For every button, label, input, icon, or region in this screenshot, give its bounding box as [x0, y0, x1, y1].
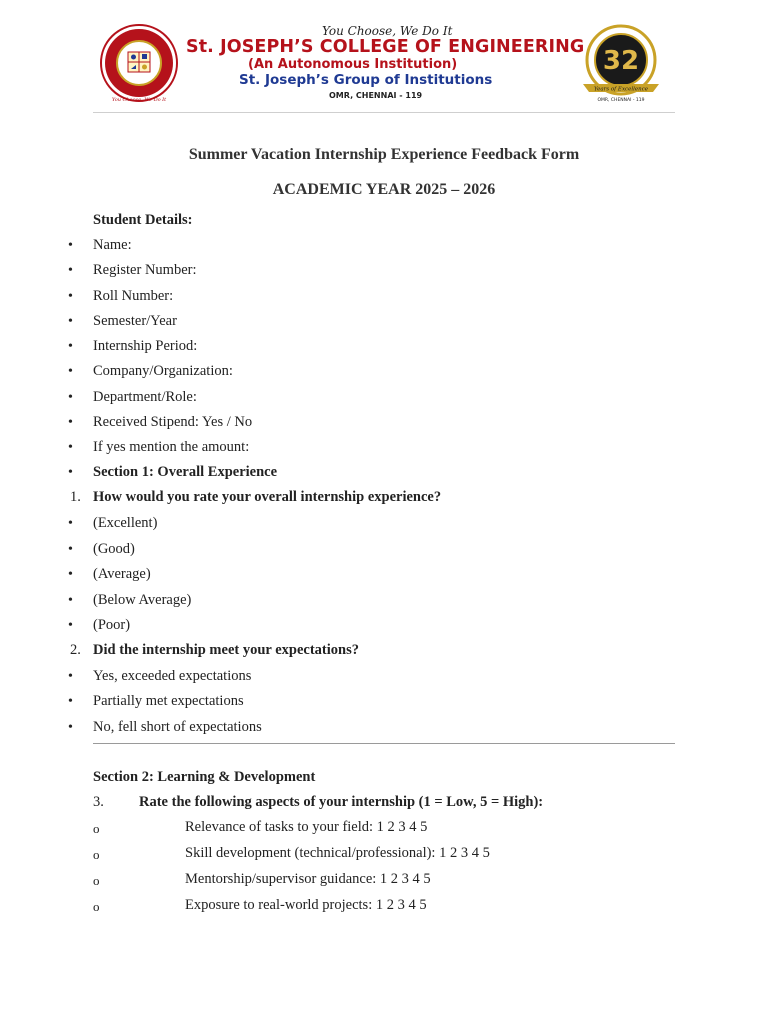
- sub-bullet-marker: o: [93, 899, 100, 914]
- bullet-marker: •: [68, 669, 73, 684]
- bullet-marker: •: [68, 618, 73, 633]
- bullet-marker: •: [68, 263, 73, 278]
- bullet-marker: •: [68, 415, 73, 430]
- academic-year: ACADEMIC YEAR 2025 – 2026: [272, 181, 496, 198]
- rating-item-skill-development: Skill development (technical/professional): 1 2 3 4 5: [185, 845, 490, 861]
- college-tagline: You Choose, We Do It: [322, 24, 453, 38]
- question-1: How would you rate your overall internship experience?: [93, 489, 442, 505]
- bullet-marker: •: [68, 593, 73, 608]
- bullet-marker: •: [68, 238, 73, 253]
- bullet-marker: •: [68, 289, 73, 304]
- bullet-marker: •: [68, 390, 73, 405]
- bullet-marker: •: [68, 339, 73, 354]
- sub-bullet-marker: o: [93, 821, 100, 836]
- rating-item-relevance: Relevance of tasks to your field: 1 2 3 4 5: [185, 819, 428, 835]
- group-name: St. Joseph’s Group of Institutions: [239, 72, 493, 88]
- q1-option-good: (Good): [93, 541, 135, 557]
- q1-option-excellent: (Excellent): [93, 515, 158, 531]
- bullet-marker: •: [68, 516, 73, 531]
- q2-option-fell-short: No, fell short of expectations: [93, 719, 262, 735]
- bullet-marker: •: [68, 542, 73, 557]
- question-number: 2.: [70, 642, 81, 658]
- bullet-marker: •: [68, 314, 73, 329]
- college-seal-logo: [99, 23, 179, 103]
- bullet-marker: •: [68, 440, 73, 455]
- field-internship-period: Internship Period:: [93, 338, 198, 354]
- bullet-marker: •: [68, 694, 73, 709]
- q2-option-exceeded: Yes, exceeded expectations: [93, 668, 252, 684]
- field-department-role: Department/Role:: [93, 389, 197, 405]
- q1-option-poor: (Poor): [93, 617, 131, 633]
- field-name: Name:: [93, 237, 132, 253]
- group-32-years-logo: [573, 22, 669, 104]
- letterhead: [93, 20, 675, 112]
- header-divider: [93, 112, 675, 113]
- svg-text:Years of Excellence: Years of Excellence: [593, 86, 649, 93]
- bullet-marker: •: [68, 720, 73, 735]
- field-stipend-amount: If yes mention the amount:: [93, 439, 250, 455]
- bullet-marker: •: [68, 567, 73, 582]
- field-roll-number: Roll Number:: [93, 288, 174, 304]
- college-name: St. JOSEPH’S COLLEGE OF ENGINEERING: [186, 37, 585, 57]
- section-divider: [93, 743, 675, 744]
- field-semester-year: Semester/Year: [93, 313, 177, 329]
- sub-bullet-marker: o: [93, 873, 100, 888]
- svg-text:You Choose, We Do It: You Choose, We Do It: [111, 97, 167, 103]
- rating-item-real-world-projects: Exposure to real-world projects: 1 2 3 4 5: [185, 897, 427, 913]
- bullet-marker: •: [68, 465, 73, 480]
- svg-text:32: 32: [602, 46, 640, 76]
- section1-heading: Section 1: Overall Experience: [93, 464, 278, 480]
- q1-option-below-average: (Below Average): [93, 592, 192, 608]
- field-stipend: Received Stipend: Yes / No: [93, 414, 253, 430]
- question-2: Did the internship meet your expectations?: [93, 642, 359, 658]
- rating-item-mentorship: Mentorship/supervisor guidance: 1 2 3 4 5: [185, 871, 431, 887]
- college-location: OMR, CHENNAI - 119: [329, 91, 423, 100]
- field-company: Company/Organization:: [93, 363, 233, 379]
- q2-option-partially: Partially met expectations: [93, 693, 244, 709]
- q1-option-average: (Average): [93, 566, 151, 582]
- autonomous-label: (An Autonomous Institution): [248, 57, 458, 72]
- section2-heading: Section 2: Learning & Development: [93, 769, 316, 785]
- question-number: 1.: [70, 489, 81, 505]
- form-title: Summer Vacation Internship Experience Feedback Form: [188, 146, 580, 163]
- bullet-marker: •: [68, 364, 73, 379]
- student-details-heading: Student Details:: [93, 212, 193, 228]
- question-3: Rate the following aspects of your internship (1 = Low, 5 = High):: [139, 794, 544, 810]
- field-register-number: Register Number:: [93, 262, 197, 278]
- sub-bullet-marker: o: [93, 847, 100, 862]
- svg-text:OMR, CHENNAI - 119: OMR, CHENNAI - 119: [597, 98, 645, 103]
- question-number: 3.: [93, 794, 104, 810]
